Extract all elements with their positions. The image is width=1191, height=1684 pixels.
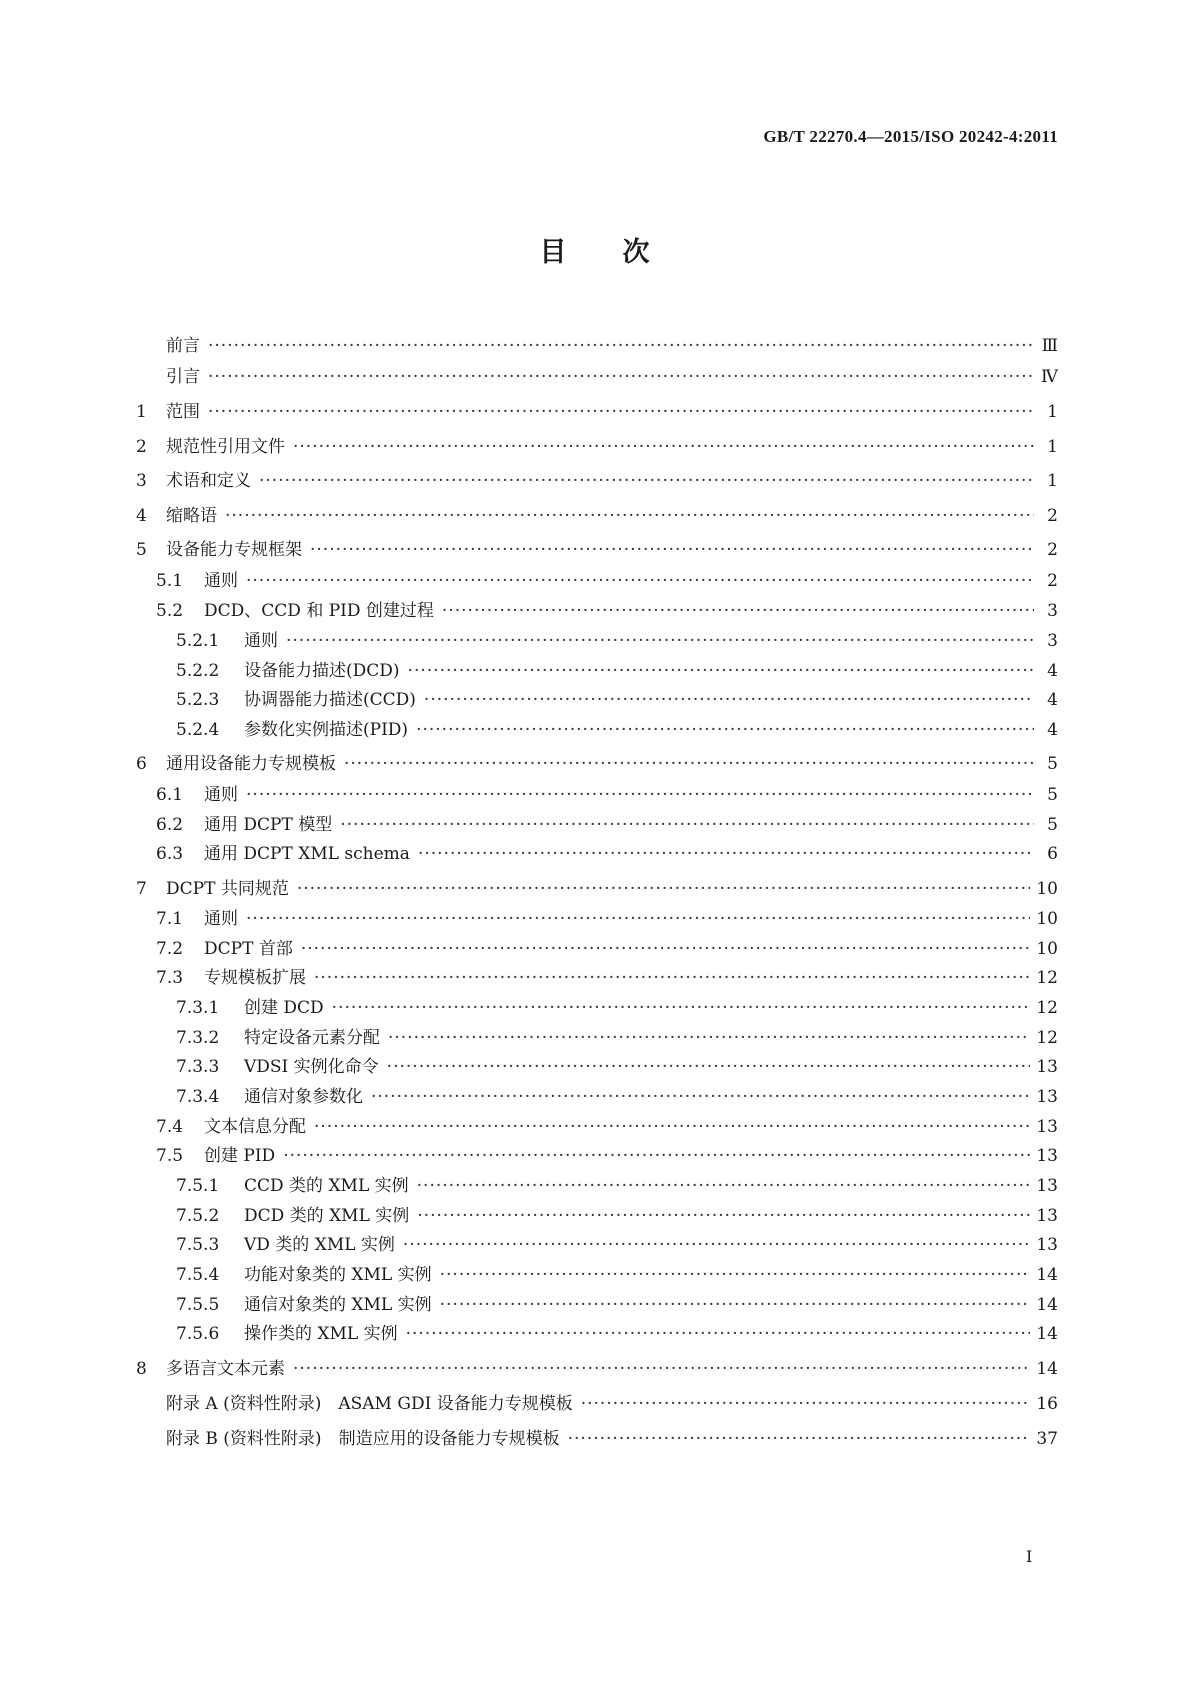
toc-leader bbox=[440, 1292, 1031, 1318]
toc-entry[interactable] bbox=[136, 658, 1058, 684]
toc-entry[interactable] bbox=[136, 1203, 1058, 1229]
toc-number: 6.1 bbox=[156, 785, 184, 805]
toc-title: 通信对象参数化 bbox=[244, 1087, 363, 1107]
toc-page: 16 bbox=[1036, 1394, 1058, 1414]
toc-number: 7 bbox=[136, 879, 147, 899]
toc-leader bbox=[246, 782, 1034, 808]
toc-entry[interactable] bbox=[136, 812, 1058, 838]
toc-leader bbox=[388, 1025, 1030, 1051]
toc-number: 6.3 bbox=[156, 844, 184, 864]
toc-entry[interactable] bbox=[136, 687, 1058, 713]
toc-title: 通则 bbox=[204, 785, 238, 805]
toc-entry[interactable] bbox=[136, 995, 1058, 1021]
toc-number: 3 bbox=[136, 471, 147, 491]
toc-entry[interactable] bbox=[136, 434, 1058, 460]
toc-leader bbox=[314, 965, 1030, 991]
toc-number: 7.3.1 bbox=[176, 998, 220, 1018]
toc-number: 7.1 bbox=[156, 909, 184, 929]
toc-leader bbox=[259, 468, 1034, 494]
toc-leader bbox=[208, 399, 1034, 425]
toc-title: 前言 bbox=[166, 336, 200, 356]
toc-entry[interactable] bbox=[136, 399, 1058, 425]
toc-page: 4 bbox=[1047, 690, 1058, 710]
toc-page: 5 bbox=[1047, 785, 1058, 805]
toc-page: 13 bbox=[1036, 1235, 1058, 1255]
toc-entry[interactable] bbox=[136, 628, 1058, 654]
toc-number: 8 bbox=[136, 1359, 147, 1379]
toc-title: 通则 bbox=[204, 571, 238, 591]
toc-page: 2 bbox=[1047, 571, 1058, 591]
toc-page: 3 bbox=[1047, 631, 1058, 651]
toc-number: 7.5 bbox=[156, 1146, 184, 1166]
toc-leader bbox=[297, 876, 1031, 902]
toc-number: 5.2.3 bbox=[176, 690, 220, 710]
toc-title: 术语和定义 bbox=[166, 471, 251, 491]
title-char-1: 目 bbox=[539, 237, 569, 268]
toc-title: DCD、CCD 和 PID 创建过程 bbox=[204, 601, 434, 621]
toc-entry[interactable] bbox=[136, 1143, 1058, 1169]
toc-entry[interactable] bbox=[136, 751, 1058, 777]
toc-page: 4 bbox=[1047, 661, 1058, 681]
toc-title: 创建 PID bbox=[204, 1146, 276, 1166]
toc-leader bbox=[417, 1203, 1030, 1229]
toc-entry[interactable] bbox=[136, 1054, 1058, 1080]
toc-number: 5.1 bbox=[156, 571, 184, 591]
toc-entry[interactable] bbox=[136, 1391, 1058, 1417]
toc-entry[interactable] bbox=[136, 1232, 1058, 1258]
toc-title: CCD 类的 XML 实例 bbox=[244, 1176, 409, 1196]
toc-page: 12 bbox=[1036, 1028, 1058, 1048]
toc-number: 5 bbox=[136, 540, 147, 560]
toc-leader bbox=[424, 687, 1034, 713]
toc-entry[interactable] bbox=[136, 1262, 1058, 1288]
toc-title: 通用设备能力专规模板 bbox=[166, 754, 336, 774]
toc-leader bbox=[310, 537, 1034, 563]
toc-number: 7.5.5 bbox=[176, 1295, 220, 1315]
toc-page: 1 bbox=[1047, 437, 1058, 457]
toc-entry[interactable] bbox=[136, 1173, 1058, 1199]
toc-leader bbox=[440, 1262, 1031, 1288]
toc-page: Ⅲ bbox=[1041, 336, 1058, 356]
toc-leader bbox=[314, 1114, 1030, 1140]
toc-number: 5.2.1 bbox=[176, 631, 220, 651]
toc-leader bbox=[371, 1084, 1030, 1110]
toc-entry[interactable] bbox=[136, 782, 1058, 808]
toc-entry[interactable] bbox=[136, 468, 1058, 494]
toc-title: 附录 A (资料性附录) ASAM GDI 设备能力专规模板 bbox=[166, 1394, 573, 1414]
toc-entry[interactable] bbox=[136, 906, 1058, 932]
toc-page: 4 bbox=[1047, 720, 1058, 740]
toc-title: 引言 bbox=[166, 367, 200, 387]
toc-page: 13 bbox=[1036, 1057, 1058, 1077]
toc-page: 10 bbox=[1036, 939, 1058, 959]
toc-number: 6 bbox=[136, 754, 147, 774]
toc-number: 7.5.3 bbox=[176, 1235, 220, 1255]
toc-number: 7.5.2 bbox=[176, 1206, 220, 1226]
toc-leader bbox=[293, 1356, 1030, 1382]
toc-number: 7.2 bbox=[156, 939, 184, 959]
standard-code: GB/T 22270.4—2015/ISO 20242-4:2011 bbox=[763, 127, 1058, 146]
toc-leader bbox=[568, 1426, 1031, 1452]
toc-entry[interactable] bbox=[136, 1084, 1058, 1110]
toc-leader bbox=[442, 598, 1034, 624]
toc-title: 专规模板扩展 bbox=[204, 968, 306, 988]
toc-page: 14 bbox=[1036, 1295, 1058, 1315]
toc-number: 5.2.2 bbox=[176, 661, 220, 681]
toc-page: 2 bbox=[1047, 540, 1058, 560]
toc-number: 7.3.2 bbox=[176, 1028, 220, 1048]
toc-entry[interactable] bbox=[136, 503, 1058, 529]
toc-title: 通则 bbox=[204, 909, 238, 929]
toc-leader bbox=[417, 1173, 1031, 1199]
toc-page: 14 bbox=[1036, 1265, 1058, 1285]
toc-number: 7.3.3 bbox=[176, 1057, 220, 1077]
toc-title: 附录 B (资料性附录) 制造应用的设备能力专规模板 bbox=[166, 1429, 560, 1449]
page-title bbox=[0, 230, 1191, 269]
toc-number: 1 bbox=[136, 402, 147, 422]
toc-page: 2 bbox=[1047, 506, 1058, 526]
toc-title: 缩略语 bbox=[166, 506, 217, 526]
toc-title: VD 类的 XML 实例 bbox=[244, 1235, 395, 1255]
toc-page: 13 bbox=[1036, 1117, 1058, 1137]
toc-entry[interactable] bbox=[136, 1356, 1058, 1382]
toc-title: 设备能力专规框架 bbox=[166, 540, 302, 560]
toc-entry[interactable] bbox=[136, 876, 1058, 902]
toc-leader bbox=[408, 658, 1034, 684]
toc-page: 13 bbox=[1036, 1176, 1058, 1196]
toc-leader bbox=[283, 1143, 1030, 1169]
toc-entry[interactable] bbox=[136, 841, 1058, 867]
toc-page: 1 bbox=[1047, 402, 1058, 422]
toc-entry[interactable] bbox=[136, 364, 1058, 390]
toc-leader bbox=[416, 717, 1034, 743]
toc-entry[interactable] bbox=[136, 936, 1058, 962]
toc-entry[interactable] bbox=[136, 1426, 1058, 1452]
toc-leader bbox=[286, 628, 1034, 654]
toc-number: 7.3.4 bbox=[176, 1087, 220, 1107]
toc-page: 5 bbox=[1047, 815, 1058, 835]
toc-number: 7.5.1 bbox=[176, 1176, 220, 1196]
toc-title: VDSI 实例化命令 bbox=[244, 1057, 379, 1077]
toc-title: 文本信息分配 bbox=[204, 1117, 306, 1137]
toc-entry[interactable] bbox=[136, 598, 1058, 624]
toc-entry[interactable] bbox=[136, 1321, 1058, 1347]
toc-title: 多语言文本元素 bbox=[166, 1359, 285, 1379]
toc-entry[interactable] bbox=[136, 333, 1058, 359]
toc-leader bbox=[581, 1391, 1031, 1417]
toc-leader bbox=[208, 364, 1034, 390]
toc-title: 通用 DCPT 模型 bbox=[204, 815, 333, 835]
toc-leader bbox=[406, 1321, 1031, 1347]
toc-leader bbox=[403, 1232, 1030, 1258]
toc-leader bbox=[208, 333, 1034, 359]
toc-title: 规范性引用文件 bbox=[166, 437, 285, 457]
toc-leader bbox=[387, 1054, 1031, 1080]
toc-leader bbox=[246, 906, 1030, 932]
toc-number: 7.4 bbox=[156, 1117, 184, 1137]
toc-leader bbox=[332, 995, 1031, 1021]
toc-entry[interactable] bbox=[136, 1292, 1058, 1318]
toc-page: 13 bbox=[1036, 1087, 1058, 1107]
toc-page: 13 bbox=[1036, 1206, 1058, 1226]
toc-page: 12 bbox=[1036, 968, 1058, 988]
toc-title: 创建 DCD bbox=[244, 998, 324, 1018]
toc-page: 3 bbox=[1047, 601, 1058, 621]
toc-page: 6 bbox=[1047, 844, 1058, 864]
toc-page: 10 bbox=[1036, 879, 1058, 899]
toc-title: DCPT 首部 bbox=[204, 939, 293, 959]
toc-title: 范围 bbox=[166, 402, 200, 422]
toc-leader bbox=[301, 936, 1031, 962]
toc-title: 操作类的 XML 实例 bbox=[244, 1324, 398, 1344]
toc-number: 7.5.6 bbox=[176, 1324, 220, 1344]
toc-entry[interactable] bbox=[136, 537, 1058, 563]
toc-number: 5.2 bbox=[156, 601, 184, 621]
toc-title: 通则 bbox=[244, 631, 278, 651]
toc-page: Ⅳ bbox=[1041, 367, 1058, 387]
toc-title: 功能对象类的 XML 实例 bbox=[244, 1265, 432, 1285]
toc-number: 7.3 bbox=[156, 968, 184, 988]
toc-page: 12 bbox=[1036, 998, 1058, 1018]
toc-number: 4 bbox=[136, 506, 147, 526]
toc-title: DCPT 共同规范 bbox=[166, 879, 289, 899]
toc-title: 参数化实例描述(PID) bbox=[244, 720, 409, 740]
toc-leader bbox=[418, 841, 1034, 867]
toc-title: 特定设备元素分配 bbox=[244, 1028, 380, 1048]
toc-number: 2 bbox=[136, 437, 147, 457]
toc-title: 设备能力描述(DCD) bbox=[244, 661, 400, 681]
title-char-2: 次 bbox=[622, 237, 652, 268]
toc-entry[interactable] bbox=[136, 965, 1058, 991]
toc-leader bbox=[293, 434, 1034, 460]
toc-page: 37 bbox=[1036, 1429, 1058, 1449]
toc-number: 5.2.4 bbox=[176, 720, 220, 740]
toc-title: 通用 DCPT XML schema bbox=[204, 844, 410, 864]
toc-title: 通信对象类的 XML 实例 bbox=[244, 1295, 432, 1315]
toc-entry[interactable] bbox=[136, 717, 1058, 743]
toc-page: 1 bbox=[1047, 471, 1058, 491]
toc-number: 6.2 bbox=[156, 815, 184, 835]
toc-page: 14 bbox=[1036, 1359, 1058, 1379]
toc-leader bbox=[340, 812, 1034, 838]
toc-page: 10 bbox=[1036, 909, 1058, 929]
toc-entry[interactable] bbox=[136, 568, 1058, 594]
toc-page: 5 bbox=[1047, 754, 1058, 774]
page-number: I bbox=[1026, 1547, 1033, 1566]
toc-title: 协调器能力描述(CCD) bbox=[244, 690, 416, 710]
toc-leader bbox=[344, 751, 1034, 777]
toc-entry[interactable] bbox=[136, 1025, 1058, 1051]
toc-title: DCD 类的 XML 实例 bbox=[244, 1206, 410, 1226]
toc-leader bbox=[225, 503, 1034, 529]
toc-page: 14 bbox=[1036, 1324, 1058, 1344]
toc-number: 7.5.4 bbox=[176, 1265, 220, 1285]
toc-page: 13 bbox=[1036, 1146, 1058, 1166]
toc-leader bbox=[246, 568, 1034, 594]
toc-entry[interactable] bbox=[136, 1114, 1058, 1140]
